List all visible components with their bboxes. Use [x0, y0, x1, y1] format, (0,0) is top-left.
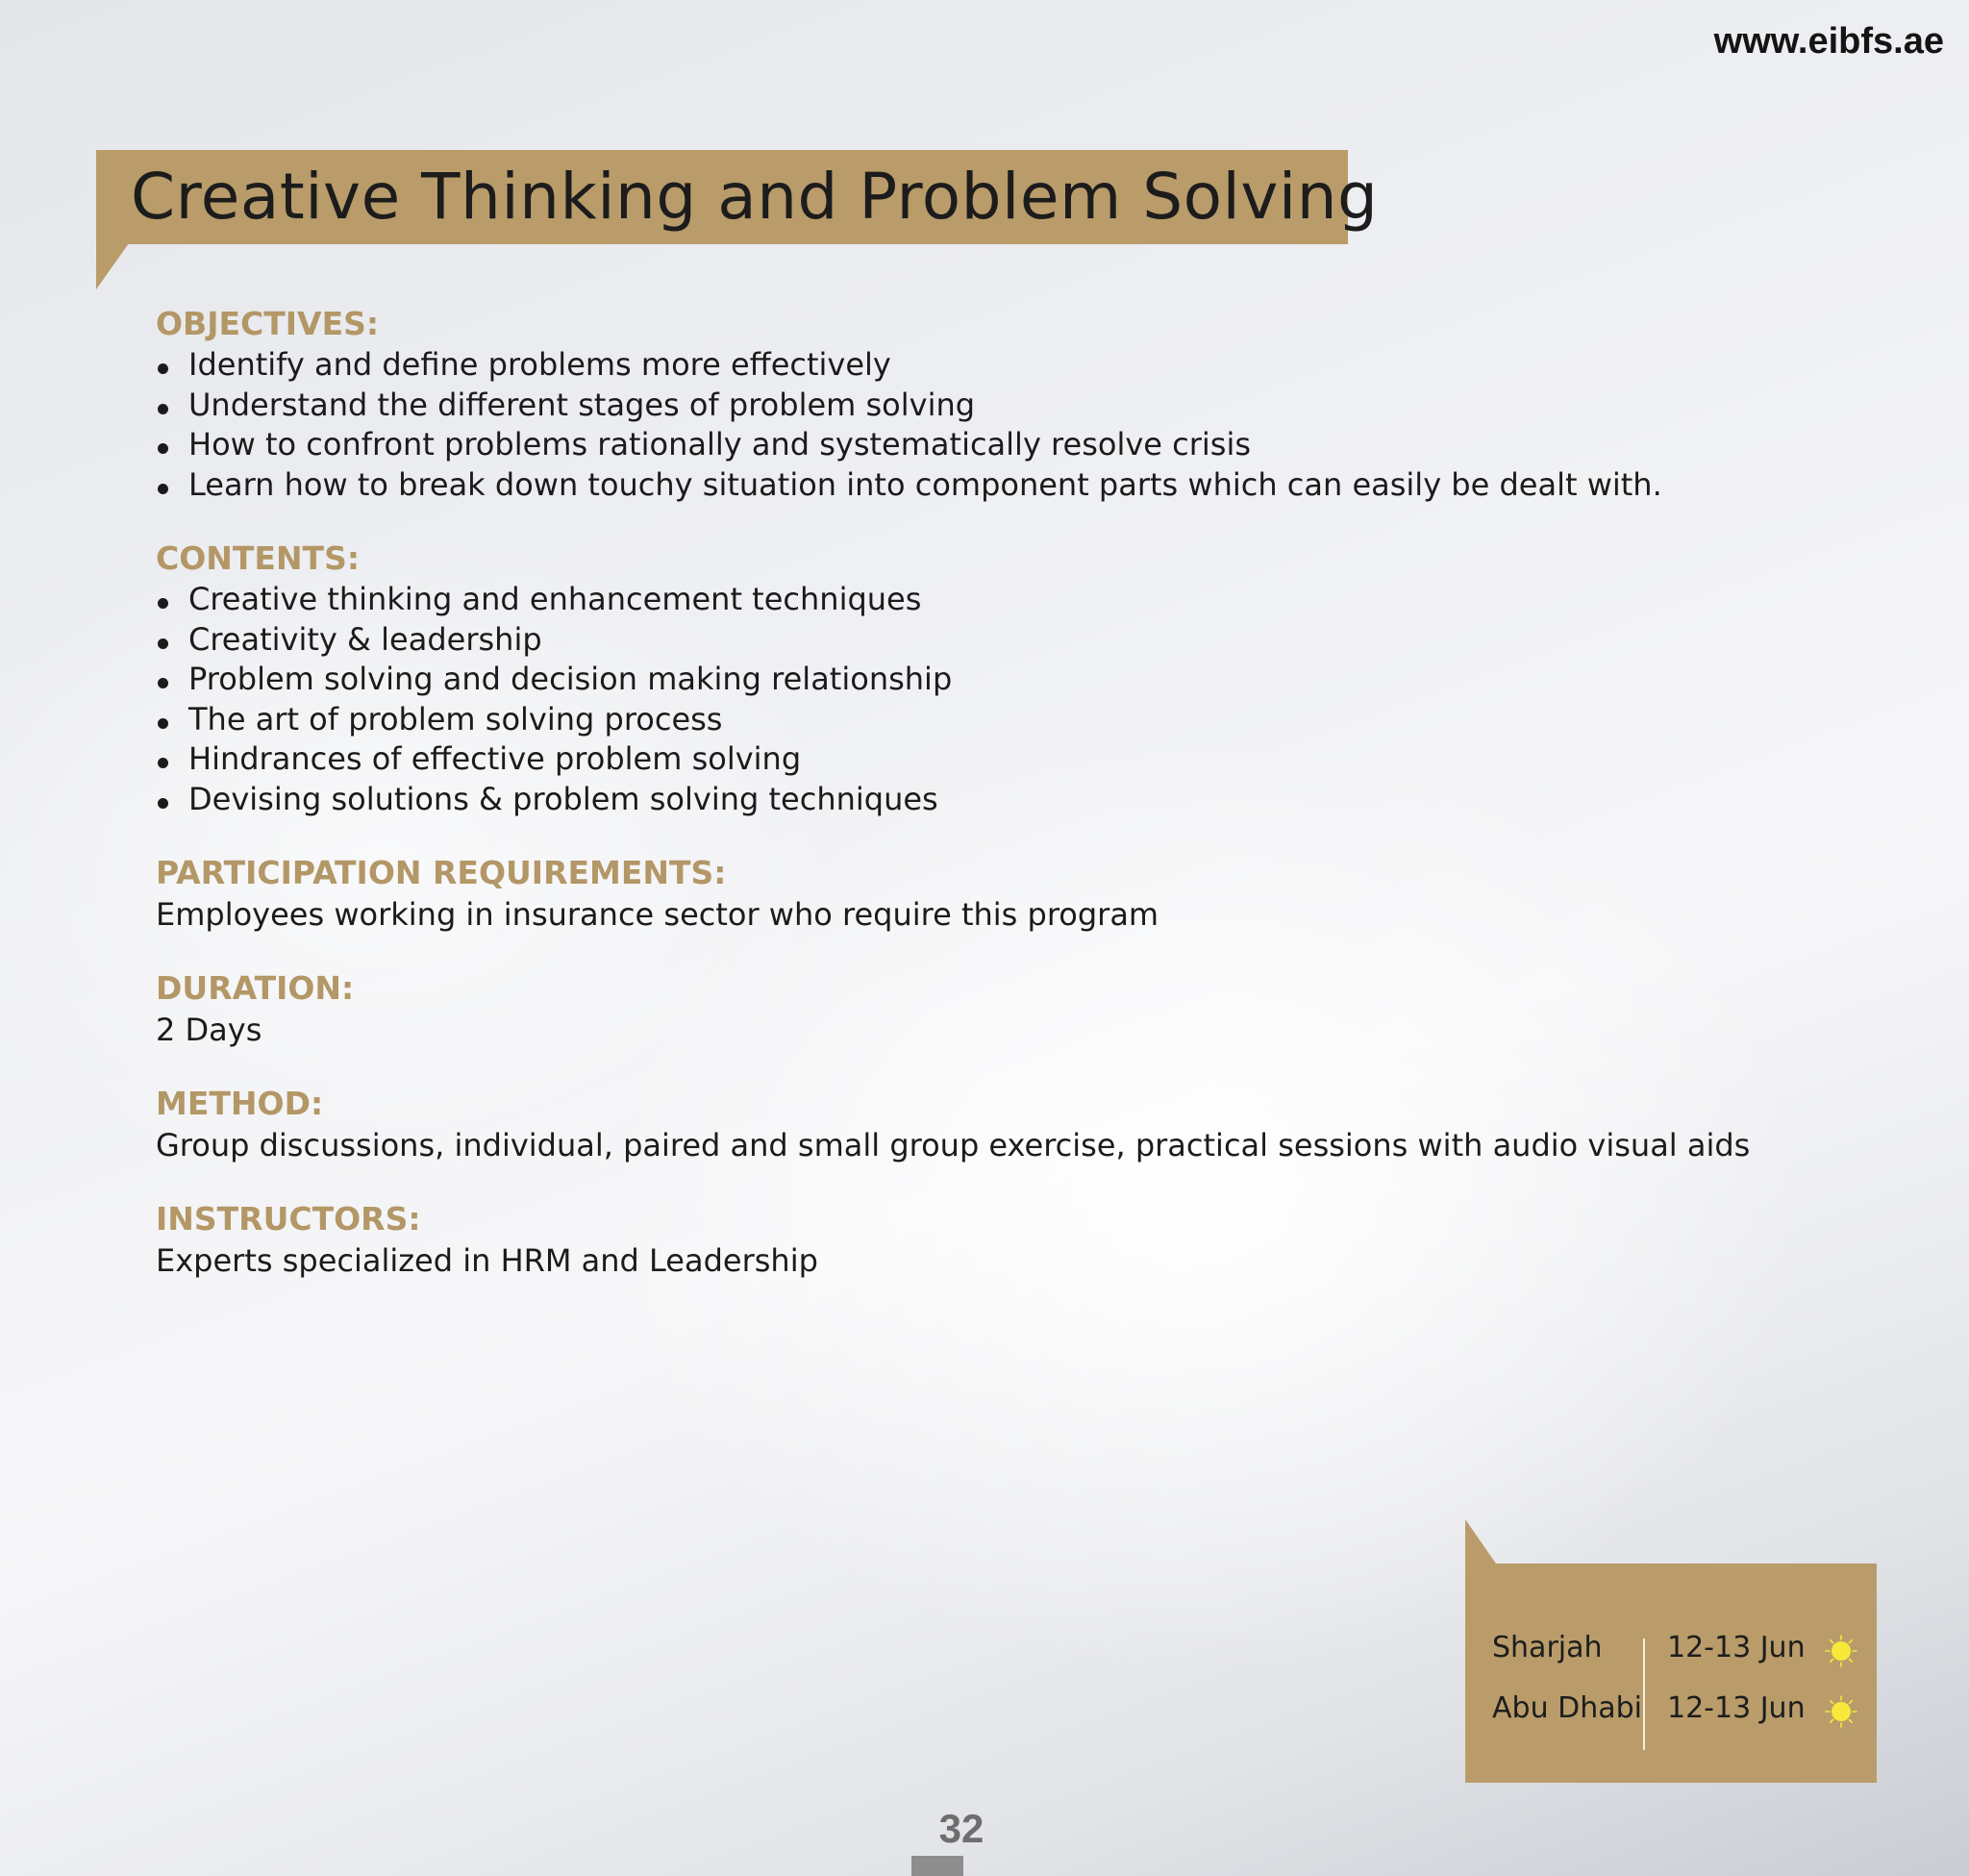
title-banner-tab	[96, 243, 129, 289]
list-item: Problem solving and decision making relationship	[156, 660, 1848, 700]
schedule-date: 12-13 Jun	[1667, 1691, 1806, 1725]
objectives-list	[156, 345, 1848, 505]
objectives-section	[156, 303, 1848, 505]
schedule-city: Abu Dhabi	[1492, 1691, 1642, 1725]
contents-section	[156, 538, 1848, 819]
participation-section	[156, 852, 1848, 935]
method-section	[156, 1083, 1848, 1165]
list-item: Understand the different stages of problem solving	[156, 386, 1848, 426]
list-item: How to confront problems rationally and systematically resolve crisis	[156, 425, 1848, 465]
schedule-box-tab	[1465, 1519, 1496, 1563]
title-banner	[96, 150, 1379, 244]
method-heading: METHOD:	[156, 1085, 324, 1122]
list-item: Creativity & leadership	[156, 620, 1848, 661]
duration-section	[156, 967, 1848, 1050]
objectives-heading: OBJECTIVES:	[156, 305, 380, 342]
page-number: 32	[938, 1806, 984, 1851]
method-text: Group discussions, individual, paired and small group exercise, practical sessions with audio visual aids	[156, 1127, 1751, 1163]
schedule-row-abu-dhabi	[1465, 1691, 1877, 1730]
list-item: Devising solutions & problem solving techniques	[156, 780, 1848, 820]
sun-icon	[1825, 1695, 1857, 1728]
website-url[interactable]: www.eibfs.ae	[1713, 21, 1944, 62]
list-item: Creative thinking and enhancement techniques	[156, 580, 1848, 620]
instructors-section	[156, 1198, 1848, 1281]
list-item: Identify and define problems more effectively	[156, 345, 1848, 386]
instructors-heading: INSTRUCTORS:	[156, 1200, 421, 1238]
page-title: Creative Thinking and Problem Solving	[131, 160, 1379, 234]
schedule-box	[1465, 1563, 1877, 1783]
schedule-city: Sharjah	[1492, 1631, 1603, 1664]
page-number-bar	[911, 1856, 963, 1876]
list-item: Hindrances of effective problem solving	[156, 739, 1848, 780]
sun-icon	[1825, 1635, 1857, 1667]
contents-list	[156, 580, 1848, 819]
duration-text: 2 Days	[156, 1012, 262, 1048]
participation-heading: PARTICIPATION REQUIREMENTS:	[156, 854, 727, 891]
schedule-date: 12-13 Jun	[1667, 1631, 1806, 1664]
contents-heading: CONTENTS:	[156, 539, 361, 577]
list-item: The art of problem solving process	[156, 700, 1848, 740]
schedule-row-sharjah	[1465, 1631, 1877, 1669]
duration-heading: DURATION:	[156, 969, 355, 1007]
list-item: Learn how to break down touchy situation into component parts which can easily be dealt with.	[156, 465, 1848, 506]
instructors-text: Experts specialized in HRM and Leadership	[156, 1242, 818, 1279]
course-content	[156, 303, 1848, 1313]
participation-text: Employees working in insurance sector who require this program	[156, 896, 1159, 933]
